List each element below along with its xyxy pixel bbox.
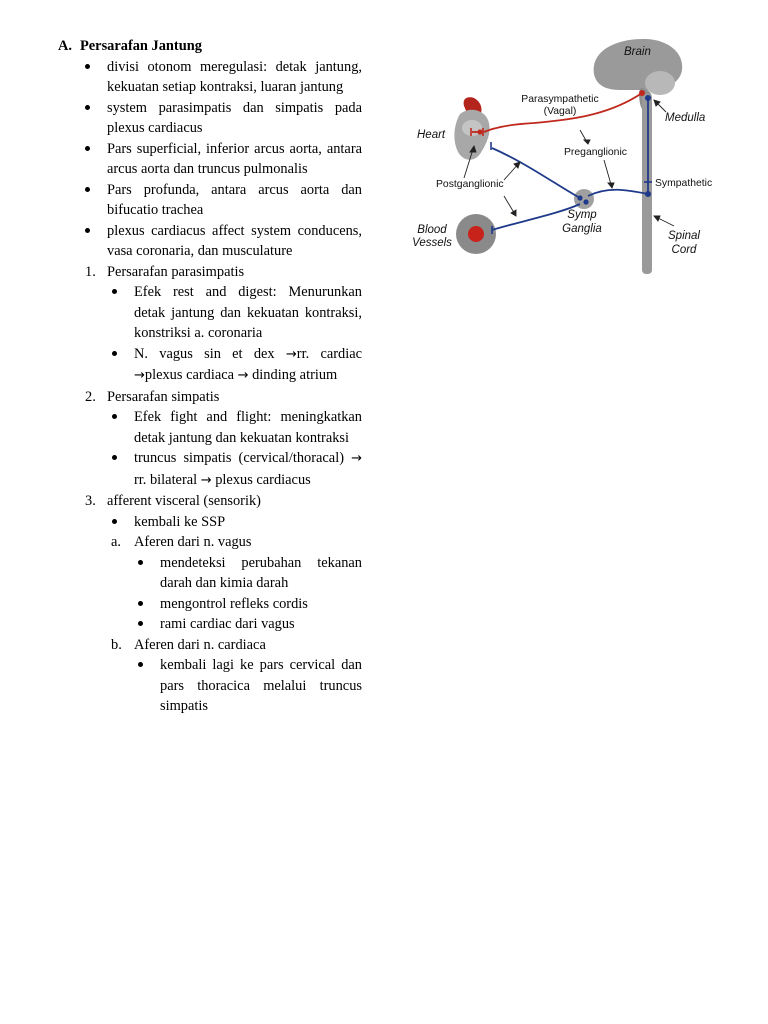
list-item [58,282,362,344]
bullet-text: Efek rest and digest: Menurunkan detak jantung dan kekuatan kontraksi, konstriksi a. coronaria [134,284,362,341]
label-symp: Symp [567,209,597,221]
list-item [58,407,362,448]
label-vagal: (Vagal) [543,106,577,117]
bullet-text: divisi otonom meregulasi: detak jantung, kekuatan setiap kontraksi, luaran jantung [107,58,362,95]
list-item [58,655,362,717]
bullet-text: plexus cardiacus affect system conducens, vasa coronaria, dan musculature [107,222,362,259]
item-title: Aferen dari n. vagus [134,534,252,550]
label-cord: Cord [671,244,697,256]
bullet-text: Pars profunda, antara arcus aorta dan bifucatio trachea [107,181,362,218]
arrow-icon: → [351,451,362,466]
cardiac-ganglion-red [477,129,482,134]
cerebellum-shape [645,71,675,95]
list-item [58,139,362,180]
bullet-text: rami cardiac dari vagus [160,616,295,632]
spinal-cord [642,94,652,274]
sub-item-a [58,532,362,553]
bullet-text: kembali lagi ke pars cervical dan pars thoracica melalui truncus simpatis [160,657,362,714]
arrow-icon: → [134,368,145,383]
sub-item-b [58,635,362,656]
list-item [58,221,362,262]
numbered-item-1 [58,262,362,283]
item-number: 3. [85,493,96,509]
item-number: 1. [85,263,96,280]
bullet-text: Efek fight and flight: meningkatkan detak jantung dan kekuatan kontraksi [134,409,362,446]
item-title: Persarafan simpatis [107,388,220,405]
list-item [58,448,362,491]
blood-vessel-lumen [468,226,484,242]
label-heart: Heart [417,129,446,141]
list-item [58,512,362,533]
label-sympathetic: Sympathetic [655,178,713,189]
list-item [58,594,362,615]
item-title: afferent visceral (sensorik) [107,493,261,509]
numbered-item-3 [58,491,362,512]
medulla-neuron-blue [645,95,651,101]
item-title: Aferen dari n. cardiaca [134,636,266,653]
list-item [58,553,362,594]
bullet-text: mengontrol refleks cordis [160,595,308,612]
bullet-text: truncus simpatis (cervical/thoracal) → rr. bilateral → plexus cardiacus [134,450,362,488]
sympathetic-preganglionic [588,190,648,196]
bullet-text: kembali ke SSP [134,513,226,530]
label-ganglia: Ganglia [562,223,602,235]
list-item [58,98,362,139]
label-vessels: Vessels [412,237,452,249]
bullet-text: system parasimpatis dan simpatis pada plexus cardiacus [107,99,362,136]
list-item [58,57,362,98]
label-preganglionic: Preganglionic [564,147,627,158]
autonomic-heart-diagram [408,36,728,286]
section-marker: A. [58,38,72,54]
medulla-neuron-red [639,90,645,96]
item-letter: b. [111,636,122,653]
bullet-text: mendeteksi perubahan tekanan darah dan kimia darah [160,554,362,591]
list-item [58,614,362,635]
label-medulla: Medulla [665,112,706,124]
section-title: Persarafan Jantung [80,38,202,54]
numbered-item-2 [58,387,362,408]
label-blood: Blood [417,224,447,236]
item-letter: a. [111,534,121,550]
bullet-text: Pars superficial, inferior arcus aorta, antara arcus aorta dan truncus pulmonalis [107,140,362,177]
section-heading [58,36,362,57]
item-title: Persarafan parasimpatis [107,263,245,280]
arrow-icon: → [200,472,212,488]
label-spinal: Spinal [668,230,700,242]
arrow-icon: → [285,346,297,362]
item-number: 2. [85,388,96,405]
list-item [58,180,362,221]
label-postganglionic: Postganglionic [436,179,504,190]
list-item [58,344,362,387]
bullet-text: N. vagus sin et dex →rr. cardiac →plexus cardiaca → dinding atrium [134,345,362,383]
arrow-icon: → [237,368,249,383]
document-text [58,36,362,717]
label-brain: Brain [624,46,651,58]
label-parasympathetic: Parasympathetic [521,94,599,105]
